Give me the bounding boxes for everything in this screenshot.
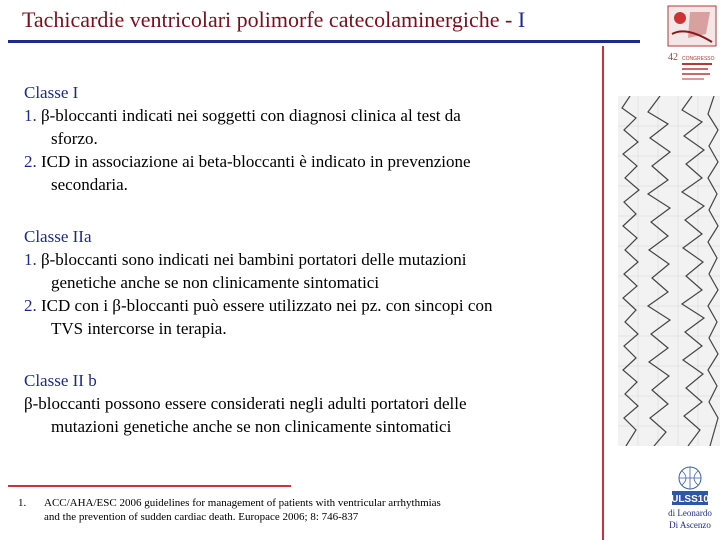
item-number: 1. bbox=[24, 250, 37, 269]
class-2a-heading: Classe IIa bbox=[24, 227, 92, 246]
class-2b-heading: Classe II b bbox=[24, 371, 97, 390]
ecg-strip bbox=[618, 96, 720, 446]
ulss-logo bbox=[664, 464, 716, 508]
author-credit bbox=[660, 507, 720, 531]
item-number: 1. bbox=[24, 106, 37, 125]
item-text: ICD in associazione ai beta-bloccanti è indicato in prevenzione bbox=[41, 152, 471, 171]
class-2b-text: β-bloccanti possono essere considerati negli adulti portatori delle bbox=[24, 394, 467, 413]
class-1-item-2 bbox=[24, 150, 594, 173]
item-number: 2. bbox=[24, 296, 37, 315]
class-2a-item-1 bbox=[24, 248, 594, 271]
congress-number: 42 bbox=[668, 52, 678, 63]
footnote-line-1: ACC/AHA/ESC 2006 guidelines for management of patients with ventricular arrhythmias bbox=[44, 497, 441, 509]
vertical-divider bbox=[602, 46, 604, 540]
footnote-number: 1. bbox=[18, 497, 27, 509]
class-1-item-1-cont: sforzo. bbox=[51, 129, 98, 148]
class-1-heading: Classe I bbox=[24, 83, 79, 102]
recommendations bbox=[24, 81, 594, 438]
footnote-line-2: and the prevention of sudden cardiac death. Europace 2006; 8: 746-837 bbox=[44, 511, 359, 523]
item-text: β-bloccanti sono indicati nei bambini portatori delle mutazioni bbox=[41, 250, 467, 269]
slide-title bbox=[22, 7, 525, 33]
author-line-1: di Leonardo bbox=[668, 508, 712, 518]
ulss-logo-text: ULSS10 bbox=[671, 494, 709, 505]
class-2b-text-cont: mutazioni genetiche anche se non clinicamente sintomatici bbox=[51, 417, 452, 436]
item-text: β-bloccanti indicati nei soggetti con diagnosi clinica al test da bbox=[41, 106, 461, 125]
author-line-2: Di Ascenzo bbox=[669, 520, 711, 530]
congress-caption: CONGRESSO bbox=[682, 56, 715, 62]
class-2a-item-2 bbox=[24, 294, 594, 317]
item-number: 2. bbox=[24, 152, 37, 171]
slide-title-text: Tachicardie ventricolari polimorfe catecolaminergiche - bbox=[22, 7, 518, 32]
slide-title-number: I bbox=[517, 7, 526, 32]
class-2a-item-2-cont: TVS intercorse in terapia. bbox=[51, 319, 227, 338]
class-1-item-1 bbox=[24, 104, 594, 127]
footnote-divider bbox=[8, 485, 291, 487]
title-underline bbox=[8, 40, 640, 43]
congress-logo bbox=[666, 4, 718, 96]
item-text: ICD con i β-bloccanti può essere utilizzato nei pz. con sincopi con bbox=[41, 296, 493, 315]
class-2a-item-1-cont: genetiche anche se non clinicamente sintomatici bbox=[51, 273, 380, 292]
class-1-item-2-cont: secondaria. bbox=[51, 175, 128, 194]
